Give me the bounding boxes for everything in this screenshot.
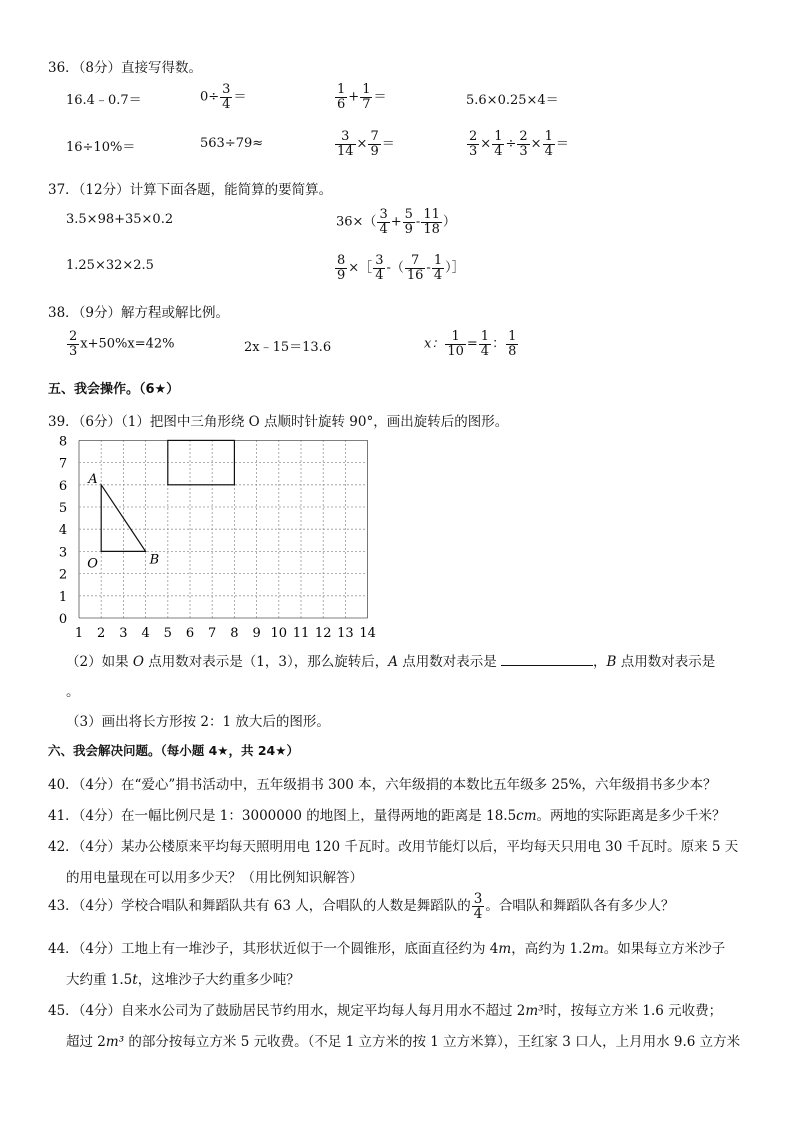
y-tick-label: 0 <box>58 612 68 627</box>
q38-eq-3: x： $\frac{1}{10}$ = $\frac{1}{4}$ ： $\frac{1}{8}$ <box>424 329 517 359</box>
q36-item-3: $\frac{1}{6}$ + $\frac{1}{7}$ ＝ <box>337 82 387 112</box>
x-axis-ticks <box>75 626 376 641</box>
x-tick-label: 3 <box>119 626 128 641</box>
x-tick-label: 2 <box>97 626 106 641</box>
q36-item-6: 563÷79≈ <box>200 136 264 151</box>
q39-part-2: （2）如果 O 点用数对表示是（1，3），那么旋转后，A 点用数对表示是 ，B 点用数对表示是 <box>66 654 716 670</box>
point-label-A: A <box>88 471 98 487</box>
q36-item-4: 5.6×0.25×4＝ <box>466 93 559 108</box>
q37-title: 37．（12分）计算下面各题，能简算的要简算。 <box>48 182 333 198</box>
q44-line-1: 44．（4分）工地上有一堆沙子，其形状近似于一个圆锥形，底面直径约为 4m，高约为 1.2m。如果每立方米沙子 <box>48 941 726 957</box>
q41: 41．（4分）在一幅比例尺是 1：3000000 的地图上，量得两地的距离是 18.5cm。两地的实际距离是多少千米？ <box>48 808 726 824</box>
coordinate-grid <box>55 432 400 642</box>
q37-expr-2: 36×（ $\frac{3}{4}$ + $\frac{5}{9}$ - $\frac{11}{18}$ ） <box>336 207 456 237</box>
x-tick-label: 11 <box>292 626 310 641</box>
y-tick-label: 6 <box>58 478 68 494</box>
q36-item-1: 16.4﹣0.7＝ <box>66 93 142 108</box>
y-tick-label: 3 <box>58 545 68 561</box>
q45-line-1: 45．（4分）自来水公司为了鼓励居民节约用水，规定平均每人每月用水不超过 2m³时，按每立方米 1.6 元收费； <box>48 1003 723 1019</box>
point-label-B: B <box>149 552 160 568</box>
y-tick-label: 4 <box>58 523 68 539</box>
x-tick-label: 8 <box>230 626 239 641</box>
q37-expr-4: $\frac{8}{9}$ ×［ $\frac{3}{4}$ -（ $\frac{7}{16}$ - $\frac{1}{4}$ ）］ <box>337 253 465 283</box>
x-tick-label: 10 <box>270 626 288 641</box>
y-tick-label: 1 <box>58 589 68 605</box>
q37-expr-1: 3.5×98+35×0.2 <box>66 212 174 227</box>
x-tick-label: 1 <box>74 626 84 641</box>
x-tick-label: 12 <box>314 626 332 641</box>
q44-line-2: 大约重 1.5t，这堆沙子大约重多少吨？ <box>66 972 300 988</box>
q36-item-7: $\frac{3}{14}$ × $\frac{7}{9}$ ＝ <box>337 129 395 159</box>
section-5-title: 五、我会操作。（6★） <box>48 382 180 397</box>
q42-line-1: 42．（4分）某办公楼原来平均每天照明用电 120 千瓦时。改用节能灯以后，平均每天只用电 30 千瓦时。原来 5 天 <box>48 839 739 855</box>
x-tick-label: 6 <box>185 626 195 641</box>
q37-expr-3: 1.25×32×2.5 <box>66 258 154 273</box>
q39-part-3: （3）画出将长方形按 2：1 放大后的图形。 <box>66 714 330 730</box>
y-tick-label: 8 <box>58 434 68 450</box>
q38-eq-2: 2x﹣15＝13.6 <box>244 340 332 355</box>
grid-lines <box>79 440 368 618</box>
y-tick-label: 7 <box>58 456 68 472</box>
y-tick-label: 2 <box>58 567 68 583</box>
section-6-title: 六、我会解决问题。（每小题 4★，共 24★） <box>48 743 299 758</box>
q39-title: 39．（6分）（1）把图中三角形绕 O 点顺时针旋转 90°，画出旋转后的图形。 <box>48 414 509 430</box>
x-tick-label: 5 <box>163 626 172 641</box>
y-tick-label: 5 <box>58 501 68 516</box>
x-tick-label: 7 <box>208 626 217 641</box>
q38-eq-1: $\frac{2}{3}$ x+50%x=42% <box>69 329 175 359</box>
y-axis-ticks <box>59 434 67 627</box>
x-tick-label: 9 <box>252 626 261 641</box>
q42-line-2: 的用电量现在可以用多少天？（用比例知识解答） <box>66 870 363 886</box>
q36-item-8: $\frac{2}{3}$ × $\frac{1}{4}$ ÷ $\frac{2}{3}$ × $\frac{1}{4}$ ＝ <box>469 129 569 159</box>
x-tick-label: 4 <box>141 626 150 641</box>
q43: 43．（4分）学校合唱队和舞蹈队共有 63 人，合唱队的人数是舞蹈队的 $\frac{3}{4}$ 。合唱队和舞蹈队各有多少人？ <box>48 891 675 923</box>
point-label-O: O <box>87 556 98 572</box>
q45-line-2: 超过 2m³ 的部分按每立方米 5 元收费。（不足 1 立方米的按 1 立方米算），王红家 3 口人，上月用水 9.6 立方米 <box>66 1034 741 1050</box>
answer-blank-A[interactable] <box>501 653 593 666</box>
q38-title: 38．（9分）解方程或解比例。 <box>48 305 230 321</box>
q39-part-2-end[interactable]: 。 <box>66 684 80 700</box>
x-tick-label: 13 <box>337 626 354 641</box>
q40: 40．（4分）在“爱心”捐书活动中，五年级捐书 300 本，六年级捐的本数比五年级多 25%，六年级捐书多少本？ <box>48 777 717 793</box>
q36-item-2: 0÷ $\frac{3}{4}$ ＝ <box>200 82 247 112</box>
q36-item-5: 16÷10%＝ <box>66 140 136 155</box>
x-tick-label: 14 <box>359 626 376 641</box>
q36-title: 36．（8分）直接写得数。 <box>48 60 203 76</box>
